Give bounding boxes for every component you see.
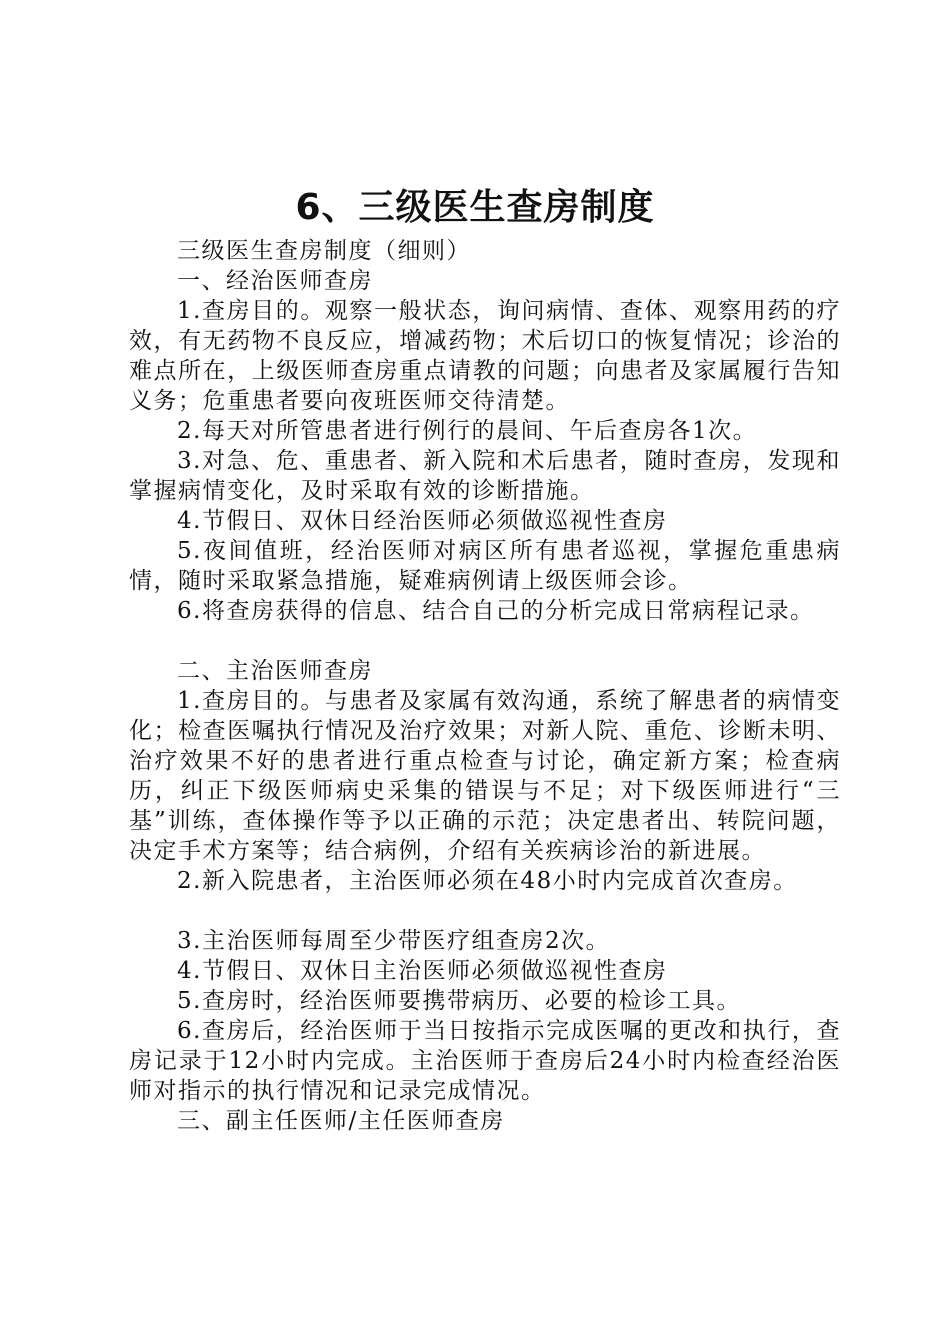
paragraph: 2.每天对所管患者进行例行的晨间、午后查房各1次。 (177, 418, 758, 444)
section-heading-1: 一、经治医师查房 (177, 268, 373, 294)
paragraph: 6.查房后，经治医师于当日按指示完成医嘱的更改和执行，查房记录于12小时内完成。主治医师于查房后24小时内检查经治医师对指示的执行情况和记录完成情况。 (129, 1018, 841, 1104)
paragraph: 5.查房时，经治医师要携带病历、必要的检诊工具。 (177, 988, 741, 1014)
paragraph: 2.新入院患者，主治医师必须在48小时内完成首次查房。 (177, 868, 798, 894)
paragraph-subtitle: 三级医生查房制度（细则） (177, 238, 471, 264)
section-heading-2: 二、主治医师查房 (177, 658, 373, 684)
blank-line (129, 896, 841, 926)
document-body (129, 236, 841, 1136)
paragraph: 4.节假日、双休日经治医师必须做巡视性查房 (177, 508, 668, 534)
paragraph: 3.对急、危、重患者、新入院和术后患者，随时查房，发现和掌握病情变化，及时采取有效的诊断措施。 (129, 448, 841, 504)
document-title: 6、三级医生查房制度 (295, 187, 655, 228)
section-heading-3: 三、副主任医师/主任医师查房 (177, 1108, 505, 1134)
paragraph: 4.节假日、双休日主治医师必须做巡视性查房 (177, 958, 668, 984)
paragraph: 6.将查房获得的信息、结合自己的分析完成日常病程记录。 (177, 598, 815, 624)
paragraph: 1.查房目的。观察一般状态，询问病情、查体、观察用药的疗效，有无药物不良反应，增减药物；术后切口的恢复情况；诊治的难点所在，上级医师查房重点请教的问题；向患者及家属履行告知义务；危重患者要向夜班医师交待清楚。 (129, 298, 841, 414)
paragraph: 1.查房目的。与患者及家属有效沟通，系统了解患者的病情变化；检查医嘱执行情况及治疗效果；对新人院、重危、诊断未明、治疗效果不好的患者进行重点检查与讨论，确定新方案；检查病历，纠正下级医师病史采集的错误与不足；对下级医师进行“三基”训练，查体操作等予以正确的示范；决定患者出、转院问题，决定手术方案等；结合病例，介绍有关疾病诊治的新进展。 (129, 688, 841, 864)
blank-line (129, 626, 841, 656)
paragraph: 3.主治医师每周至少带医疗组查房2次。 (177, 928, 611, 954)
paragraph: 5.夜间值班，经治医师对病区所有患者巡视，掌握危重患病情，随时采取紧急措施，疑难病例请上级医师会诊。 (129, 538, 841, 594)
